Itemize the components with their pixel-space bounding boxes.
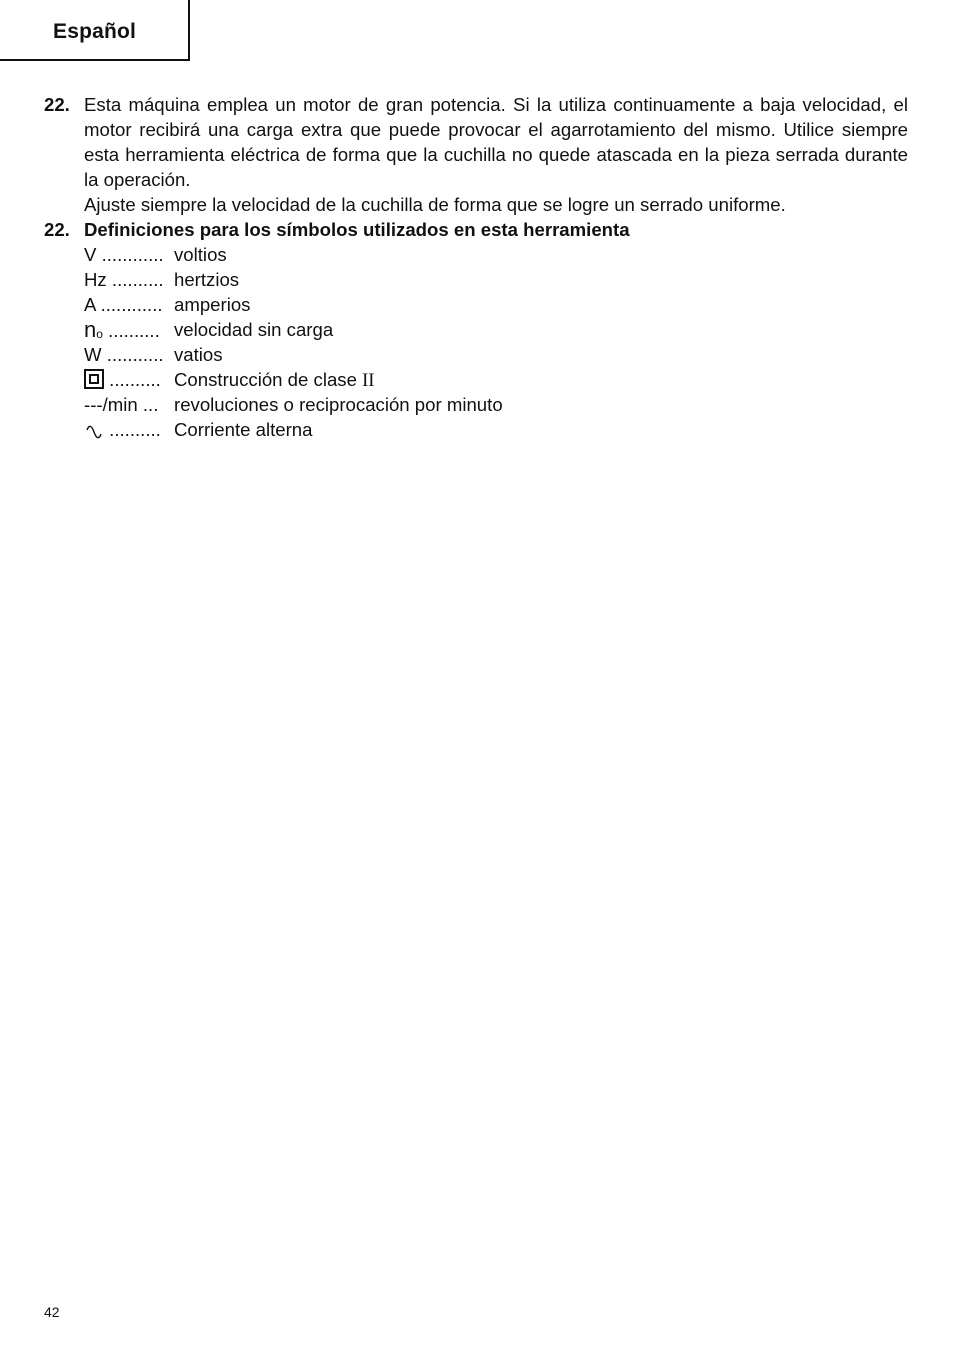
symbol-per-minute: ---/min ...: [84, 394, 159, 415]
symbol-definition: vatios: [174, 344, 223, 365]
symbol-alternating-current: ..........: [84, 417, 161, 442]
item-number: 22.: [44, 94, 70, 115]
symbol-definition: revoluciones o reciprocación por minuto: [174, 394, 503, 415]
symbols-title: Definiciones para los símbolos utilizados en esta herramienta: [84, 219, 630, 240]
symbol-definition: Construcción de clase II: [174, 369, 375, 391]
item-paragraph-speed: Ajuste siempre la velocidad de la cuchilla de forma que se logre un serrado uniforme.: [84, 194, 786, 215]
symbol-no-load-speed: no ..........: [84, 317, 160, 342]
symbol-definition: amperios: [174, 294, 251, 315]
instruction-item-motor: [44, 92, 908, 217]
symbol-row-class-ii: [84, 367, 908, 392]
symbol-amperes: A ............: [84, 294, 163, 315]
symbol-row-per-minute: [84, 392, 908, 417]
instruction-item-symbols: [44, 217, 908, 442]
symbol-row-amperes: [84, 292, 908, 317]
item-number: 22.: [44, 219, 70, 240]
symbol-hertz: Hz ..........: [84, 269, 164, 290]
page-number: 42: [44, 1304, 60, 1320]
language-tab: [0, 0, 190, 61]
symbol-row-volts: [84, 242, 908, 267]
symbol-watts: W ...........: [84, 344, 164, 365]
language-label: Español: [53, 20, 137, 43]
symbol-class-ii: ..........: [84, 367, 161, 392]
class-ii-double-square-icon: [84, 369, 104, 389]
instructions-content: [44, 92, 908, 442]
symbol-definition: hertzios: [174, 269, 240, 290]
symbol-definition: Corriente alterna: [174, 419, 313, 440]
item-paragraph: Esta máquina emplea un motor de gran potencia. Si la utiliza continuamente a baja velocidad, el motor recibirá una carga extra que puede provocar el agarrotamiento del mismo. Utilice siempre esta herramienta eléctrica de forma que la cuchilla no quede atascada en la pieza serrada durante la operación.: [84, 94, 908, 190]
symbol-definition: voltios: [174, 244, 227, 265]
symbol-volts: V ............: [84, 244, 164, 265]
no-load-speed-icon: n: [84, 317, 97, 342]
symbol-row-alternating-current: [84, 417, 908, 442]
symbol-definition: velocidad sin carga: [174, 319, 334, 340]
symbol-row-watts: [84, 342, 908, 367]
alternating-current-icon: [84, 422, 104, 442]
symbol-row-no-load-speed: [84, 317, 908, 342]
symbol-row-hertz: [84, 267, 908, 292]
